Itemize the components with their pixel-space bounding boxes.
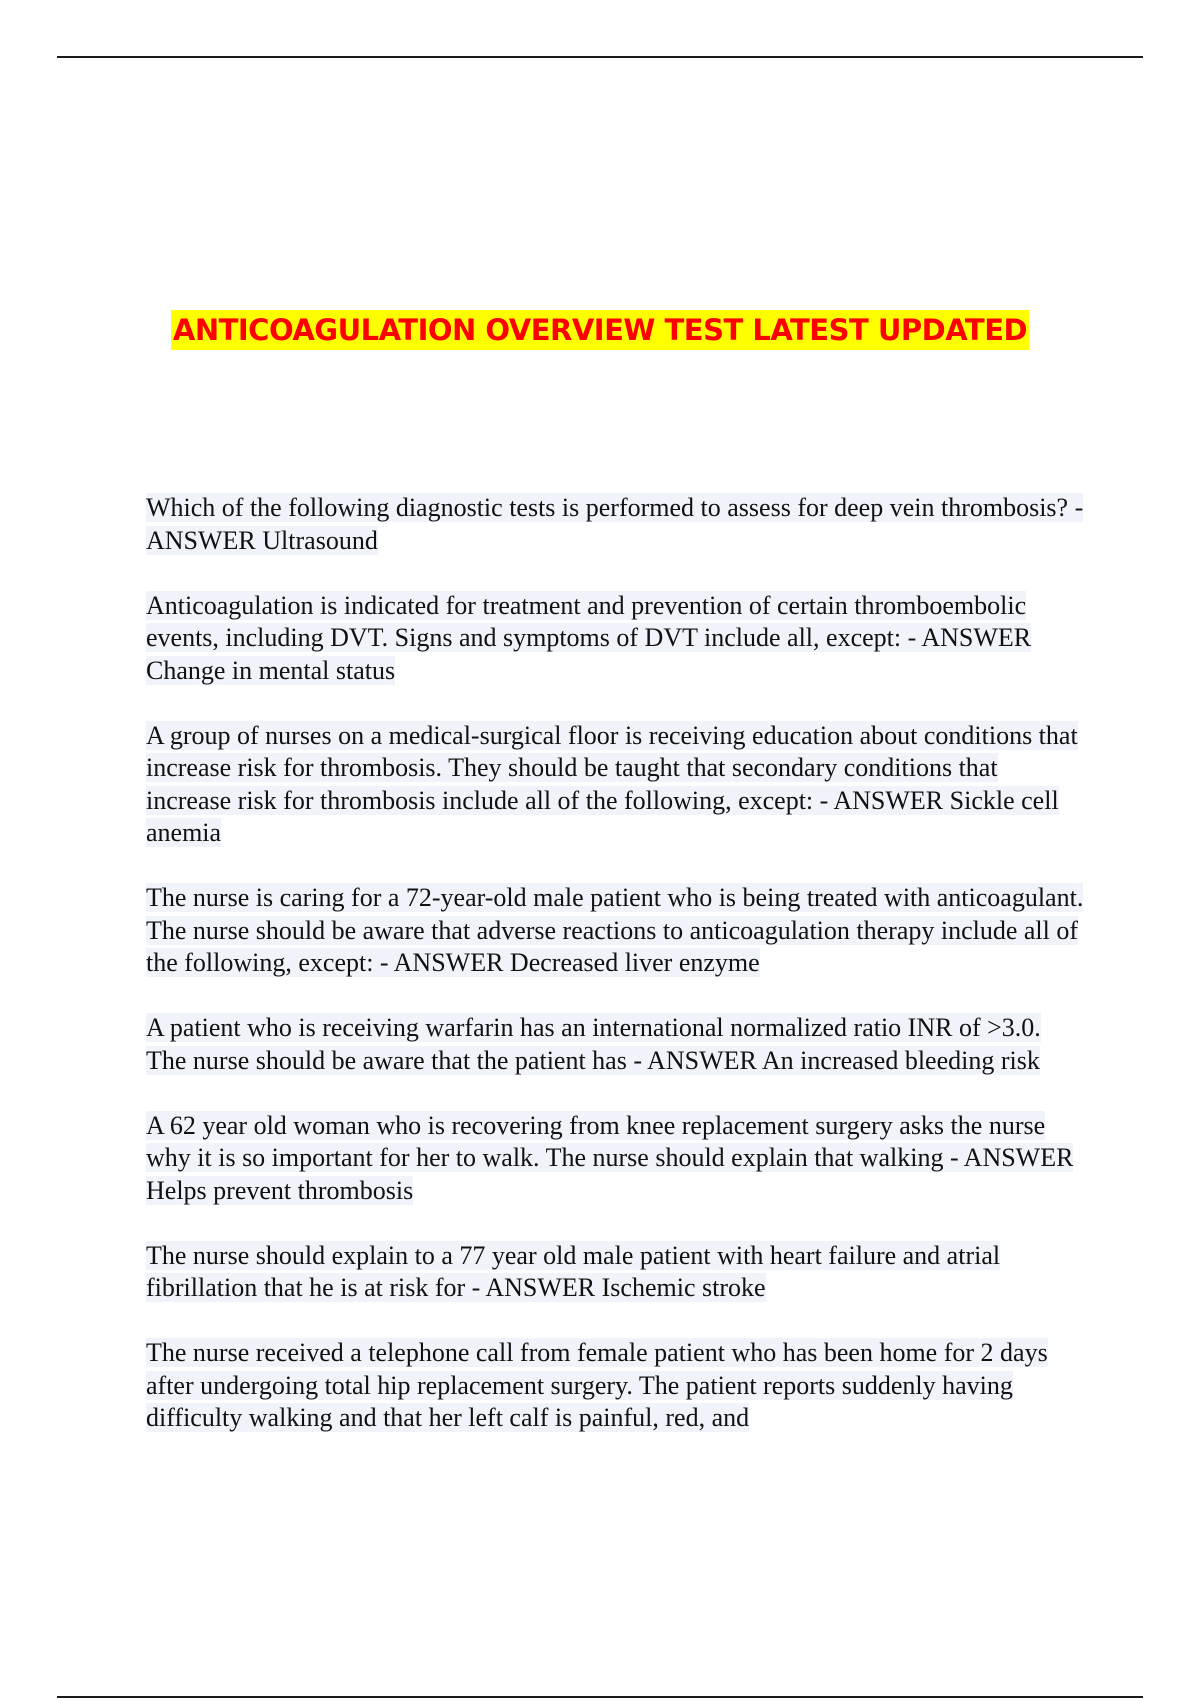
qa-item: [146, 590, 1086, 688]
qa-item: [146, 1240, 1086, 1305]
qa-text: The nurse received a telephone call from female patient who has been home for 2 days after undergoing total hip replacement surgery. The patient reports suddenly having difficulty walking and that her left calf is painful, red, and: [146, 1338, 1048, 1432]
qa-text: The nurse is caring for a 72-year-old male patient who is being treated with anticoagulant. The nurse should be aware that adverse reactions to anticoagulation therapy include all of the following, except: - ANSWER Decreased liver enzyme: [146, 883, 1084, 977]
qa-text: A patient who is receiving warfarin has an international normalized ratio INR of >3.0. The nurse should be aware that the patient has - ANSWER An increased bleeding risk: [146, 1013, 1041, 1075]
qa-item: [146, 1012, 1086, 1077]
title-container: [0, 310, 1200, 350]
qa-text: A 62 year old woman who is recovering from knee replacement surgery asks the nurse why it is so important for her to walk. The nurse should explain that walking - ANSWER Helps prevent thrombosis: [146, 1110, 1074, 1205]
top-rule: [57, 56, 1143, 58]
qa-item: [146, 492, 1086, 557]
qa-text: Anticoagulation is indicated for treatment and prevention of certain thromboembolic events, including DVT. Signs and symptoms of DVT include all, except: - ANSWER Change in mental status: [146, 590, 1032, 685]
qa-text: A group of nurses on a medical-surgical floor is receiving education about conditions that increase risk for thrombosis. They should be taught that secondary conditions that increase risk for thrombosis include all of the following, except: - ANSWER Sickle cell anemia: [146, 720, 1078, 847]
document-title: ANTICOAGULATION OVERVIEW TEST LATEST UPDATED: [171, 310, 1029, 350]
qa-item: [146, 1110, 1086, 1208]
qa-text: The nurse should explain to a 77 year old male patient with heart failure and atrial fibrillation that he is at risk for - ANSWER Ischemic stroke: [146, 1240, 1001, 1302]
qa-item: [146, 720, 1086, 850]
qa-item: [146, 882, 1086, 980]
question-answer-list: [146, 492, 1086, 1467]
qa-item: [146, 1337, 1086, 1435]
bottom-rule: [57, 1696, 1143, 1698]
qa-text: Which of the following diagnostic tests is performed to assess for deep vein thrombosis? - ANSWER Ultrasound: [146, 493, 1084, 555]
